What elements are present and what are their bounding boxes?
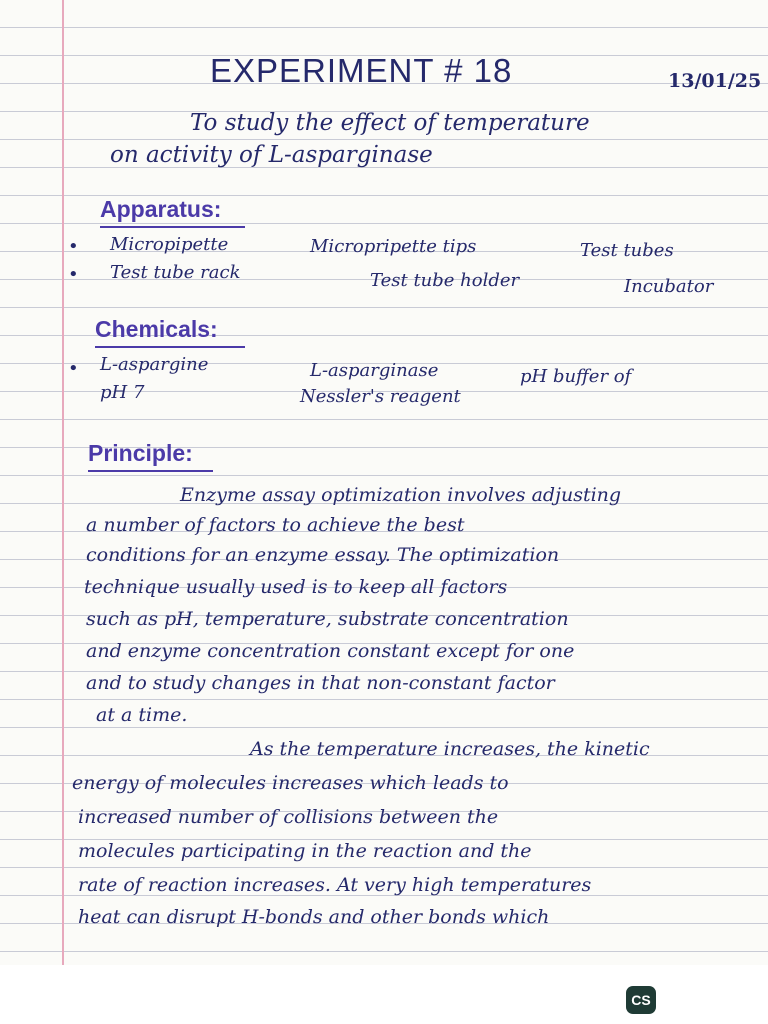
chemical-item: Nessler's reagent — [300, 386, 461, 407]
experiment-title: EXPERIMENT # 18 — [210, 52, 513, 89]
principle-line: and enzyme concentration constant except for one — [86, 640, 575, 662]
chemical-item: L-aspargine — [100, 354, 209, 375]
principle-line: such as pH, temperature, substrate concentration — [86, 608, 569, 630]
apparatus-item: Test tubes — [580, 240, 674, 261]
principle-line: energy of molecules increases which leads to — [72, 772, 509, 794]
chemical-item: pH 7 — [100, 382, 145, 403]
principle-line: a number of factors to achieve the best — [86, 514, 465, 536]
chemicals-heading: Chemicals: — [95, 316, 218, 342]
principle-line: at a time. — [96, 704, 188, 726]
principle-line: and to study changes in that non-constant factor — [86, 672, 555, 694]
apparatus-item: Test tube rack — [110, 262, 241, 283]
camscanner-badge: CS — [626, 986, 656, 1014]
bullet: • — [68, 264, 79, 285]
apparatus-heading: Apparatus: — [100, 196, 222, 222]
principle-line: rate of reaction increases. At very high temperatures — [78, 874, 592, 896]
principle-heading: Principle: — [88, 440, 193, 466]
apparatus-item: Micropipette — [110, 234, 229, 255]
principle-line: Enzyme assay optimization involves adjusting — [180, 484, 622, 506]
chemicals-underline — [95, 346, 245, 348]
apparatus-item: Incubator — [624, 276, 714, 297]
apparatus-underline — [100, 226, 245, 228]
principle-line: increased number of collisions between the — [78, 806, 499, 828]
apparatus-item: Micropripette tips — [310, 236, 477, 257]
bullet: • — [68, 358, 79, 379]
principle-underline — [88, 470, 213, 472]
aim-line-2: on activity of L-asparginase — [110, 142, 433, 168]
principle-line: technique usually used is to keep all factors — [84, 576, 508, 598]
principle-line: heat can disrupt H-bonds and other bonds which — [78, 906, 550, 928]
apparatus-item: Test tube holder — [370, 270, 520, 291]
principle-line: molecules participating in the reaction and the — [78, 840, 532, 862]
chemical-item: pH buffer of — [520, 366, 632, 387]
bullet: • — [68, 236, 79, 257]
principle-line: As the temperature increases, the kinetic — [250, 738, 650, 760]
chemical-item: L-asparginase — [310, 360, 439, 381]
experiment-date: 13/01/25 — [668, 70, 762, 92]
margin-line — [62, 0, 64, 965]
aim-line-1: To study the effect of temperature — [190, 110, 590, 136]
principle-line: conditions for an enzyme essay. The optimization — [86, 544, 560, 566]
